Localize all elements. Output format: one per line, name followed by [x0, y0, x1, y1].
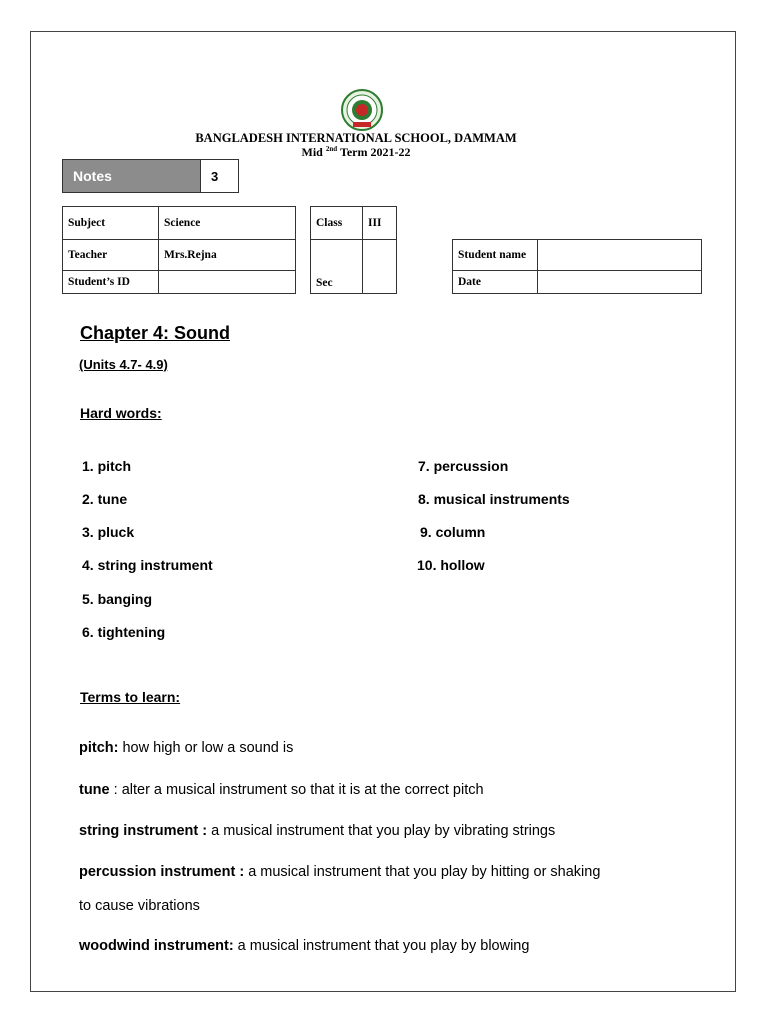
term-prefix: Mid: [301, 145, 323, 159]
term-definition: : alter a musical instrument so that it is at the correct pitch: [109, 782, 484, 798]
student-name-label: Student name: [453, 240, 538, 271]
notes-number: 3: [211, 168, 219, 184]
subject-value: Science: [159, 207, 296, 240]
subject-table: [62, 206, 296, 294]
hard-word: 6. tightening: [82, 624, 166, 640]
term-item: [79, 740, 293, 756]
term-definition: a musical instrument that you play by blowing: [233, 938, 530, 954]
term-word: tune: [79, 782, 110, 798]
student-id-label: Student’s ID: [63, 271, 159, 294]
chapter-units: (Units 4.7- 4.9): [79, 357, 168, 372]
hard-word: 10. hollow: [417, 557, 485, 573]
term-item: [79, 938, 529, 954]
chapter-title: Chapter 4: Sound: [80, 323, 231, 343]
teacher-value: Mrs.Rejna: [159, 240, 296, 271]
notes-label: Notes: [63, 160, 201, 192]
term-definition: a musical instrument that you play by vibrating strings: [207, 823, 556, 839]
class-label: Class: [311, 207, 363, 240]
term-ordinal: 2nd: [325, 145, 338, 153]
sec-label: Sec: [311, 240, 363, 294]
student-name-value: [538, 240, 702, 271]
school-crest-logo: [333, 88, 391, 132]
teacher-label: Teacher: [63, 240, 159, 271]
hard-word: 4. string instrument: [82, 557, 213, 573]
sec-value: [363, 240, 397, 294]
school-name: BANGLADESH INTERNATIONAL SCHOOL, DAMMAM: [195, 131, 517, 145]
term-item: [79, 898, 200, 914]
term-word: woodwind instrument:: [79, 938, 234, 954]
hard-word: 3. pluck: [82, 524, 135, 540]
hard-word: 2. tune: [82, 491, 128, 507]
date-label: Date: [453, 271, 538, 294]
term-definition: how high or low a sound is: [118, 740, 294, 756]
term-line: [0, 145, 712, 160]
term-item: [79, 864, 600, 880]
hard-word: 5. banging: [82, 591, 152, 607]
class-value: III: [363, 207, 397, 240]
terms-title: Terms to learn:: [80, 689, 181, 705]
hard-word: 8. musical instruments: [418, 491, 570, 507]
term-suffix: Term 2021-22: [339, 145, 411, 159]
notes-box: [62, 159, 239, 193]
term-definition: a musical instrument that you play by hitting or shaking: [244, 864, 601, 880]
student-table: [452, 239, 702, 294]
term-word: percussion instrument :: [79, 864, 245, 880]
hard-word: 9. column: [420, 524, 486, 540]
date-value: [538, 271, 702, 294]
term-definition: to cause vibrations: [79, 898, 200, 914]
subject-label: Subject: [63, 207, 159, 240]
term-word: string instrument :: [79, 823, 208, 839]
class-table: [310, 206, 397, 294]
term-word: pitch:: [79, 740, 119, 756]
student-id-value: [159, 271, 296, 294]
hard-word: 1. pitch: [82, 458, 132, 474]
hard-words-title: Hard words:: [80, 405, 162, 421]
hard-word: 7. percussion: [418, 458, 509, 474]
term-item: [79, 823, 555, 839]
term-item: [79, 782, 484, 798]
